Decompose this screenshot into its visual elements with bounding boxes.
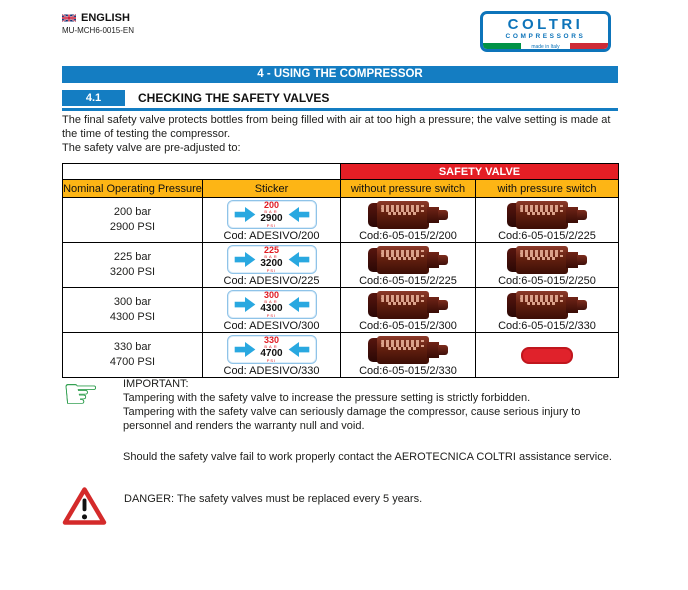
valve-without-switch-cell bbox=[341, 198, 476, 243]
table-blank-header-cell bbox=[63, 164, 341, 180]
pressure-sticker-image: 200 BAR 2900 PSI bbox=[227, 200, 317, 229]
pressure-psi: 4700 PSI bbox=[109, 356, 156, 368]
important-line-1: Tampering with the safety valve to increase the pressure setting is strictly forbidden. bbox=[123, 392, 531, 404]
pressure-bar: 300 bar bbox=[113, 296, 152, 308]
logo-brand-text: COLTRI bbox=[507, 16, 584, 33]
important-line-2: Tampering with the safety valve can seriously damage the compressor, cause serious injury to personnel and renders the warranty null and void. bbox=[123, 406, 581, 432]
column-header-pressure: Nominal Operating Pressure bbox=[63, 180, 203, 198]
safety-valve-image bbox=[507, 291, 587, 319]
pressure-cell bbox=[63, 198, 203, 243]
pressure-cell bbox=[63, 288, 203, 333]
intro-paragraph-2: The safety valve are pre-adjusted to: bbox=[62, 142, 241, 154]
column-header-without-switch: without pressure switch bbox=[341, 180, 476, 198]
pointing-hand-icon: ☞ bbox=[62, 370, 100, 417]
valve-with-switch-cell bbox=[476, 198, 619, 243]
arrow-left-icon bbox=[288, 207, 310, 222]
warning-triangle-icon bbox=[62, 484, 107, 528]
safety-valve-table bbox=[62, 163, 619, 378]
sticker-cell bbox=[203, 288, 341, 333]
intro-text bbox=[62, 113, 619, 155]
valve-code: Cod:6-05-015/2/200 bbox=[359, 229, 457, 242]
valve-with-switch-cell bbox=[476, 243, 619, 288]
valve-without-switch-cell bbox=[341, 333, 476, 378]
pressure-sticker-image: 330 BAR 4700 PSI bbox=[227, 335, 317, 364]
arrow-left-icon bbox=[288, 342, 310, 357]
valve-with-switch-cell bbox=[476, 333, 619, 378]
valve-code: Cod:6-05-015/2/300 bbox=[359, 319, 457, 332]
safety-valve-image bbox=[368, 246, 448, 274]
table-group-header: SAFETY VALVE bbox=[341, 164, 619, 180]
table-row bbox=[63, 243, 619, 288]
chapter-header: 4 - USING THE COMPRESSOR bbox=[62, 66, 618, 83]
pressure-bar: 330 bar bbox=[113, 341, 152, 353]
sticker-code: Cod: ADESIVO/300 bbox=[223, 320, 320, 332]
sticker-cell bbox=[203, 198, 341, 243]
safety-valve-image bbox=[507, 246, 587, 274]
valve-code: Cod:6-05-015/2/250 bbox=[498, 274, 596, 287]
danger-note bbox=[62, 484, 619, 528]
subsection-title: CHECKING THE SAFETY VALVES bbox=[138, 91, 330, 105]
language-block bbox=[62, 12, 134, 35]
safety-valve-image bbox=[507, 201, 587, 229]
pressure-sticker-image: 300 BAR 4300 PSI bbox=[227, 290, 317, 319]
italy-flag-bar bbox=[483, 43, 608, 50]
not-available-dash bbox=[521, 347, 573, 364]
language-label: ENGLISH bbox=[81, 12, 130, 24]
table-row bbox=[63, 198, 619, 243]
sticker-code: Cod: ADESIVO/225 bbox=[223, 275, 320, 287]
arrow-left-icon bbox=[288, 252, 310, 267]
column-header-sticker: Sticker bbox=[203, 180, 341, 198]
valve-code: Cod:6-05-015/2/330 bbox=[359, 364, 457, 377]
uk-flag-icon bbox=[62, 13, 76, 23]
subsection-header bbox=[62, 90, 618, 111]
arrow-right-icon bbox=[234, 252, 256, 267]
table-row bbox=[63, 288, 619, 333]
arrow-left-icon bbox=[288, 297, 310, 312]
pressure-psi: 2900 PSI bbox=[109, 221, 156, 233]
safety-valve-table-wrap bbox=[62, 163, 619, 378]
sticker-cell bbox=[203, 243, 341, 288]
pressure-psi: 3200 PSI bbox=[109, 266, 156, 278]
table-row bbox=[63, 333, 619, 378]
sticker-code: Cod: ADESIVO/200 bbox=[223, 230, 320, 242]
logo-tagline: made in Italy bbox=[521, 43, 570, 50]
valve-without-switch-cell bbox=[341, 243, 476, 288]
valve-code: Cod:6-05-015/2/225 bbox=[498, 229, 596, 242]
sticker-cell bbox=[203, 333, 341, 378]
safety-valve-image bbox=[368, 291, 448, 319]
safety-valve-image bbox=[368, 336, 448, 364]
subsection-number: 4.1 bbox=[62, 90, 125, 106]
important-title: IMPORTANT: bbox=[123, 378, 189, 390]
arrow-right-icon bbox=[234, 207, 256, 222]
document-code: MU-MCH6-0015-EN bbox=[62, 26, 135, 35]
pressure-sticker-image: 225 BAR 3200 PSI bbox=[227, 245, 317, 274]
pressure-psi: 4300 PSI bbox=[109, 311, 156, 323]
pressure-bar: 225 bar bbox=[113, 251, 152, 263]
valve-code: Cod:6-05-015/2/225 bbox=[359, 274, 457, 287]
arrow-right-icon bbox=[234, 342, 256, 357]
safety-valve-image bbox=[368, 201, 448, 229]
logo-subtitle-text: COMPRESSORS bbox=[505, 33, 586, 40]
danger-text: DANGER: The safety valves must be replaced every 5 years. bbox=[124, 493, 423, 505]
valve-with-switch-cell bbox=[476, 288, 619, 333]
column-header-with-switch: with pressure switch bbox=[476, 180, 619, 198]
intro-paragraph-1: The final safety valve protects bottles from being filled with air at too high a pressure; the valve setting is made at the time of testing the compressor. bbox=[62, 114, 611, 140]
important-followup: Should the safety valve fail to work properly contact the AEROTECNICA COLTRI assistance service. bbox=[123, 451, 612, 463]
arrow-right-icon bbox=[234, 297, 256, 312]
sticker-code: Cod: ADESIVO/330 bbox=[223, 365, 320, 377]
pressure-cell bbox=[63, 243, 203, 288]
valve-without-switch-cell bbox=[341, 288, 476, 333]
subsection-underline bbox=[62, 108, 618, 111]
pressure-bar: 200 bar bbox=[113, 206, 152, 218]
coltri-logo bbox=[480, 11, 611, 52]
valve-code: Cod:6-05-015/2/330 bbox=[498, 319, 596, 332]
